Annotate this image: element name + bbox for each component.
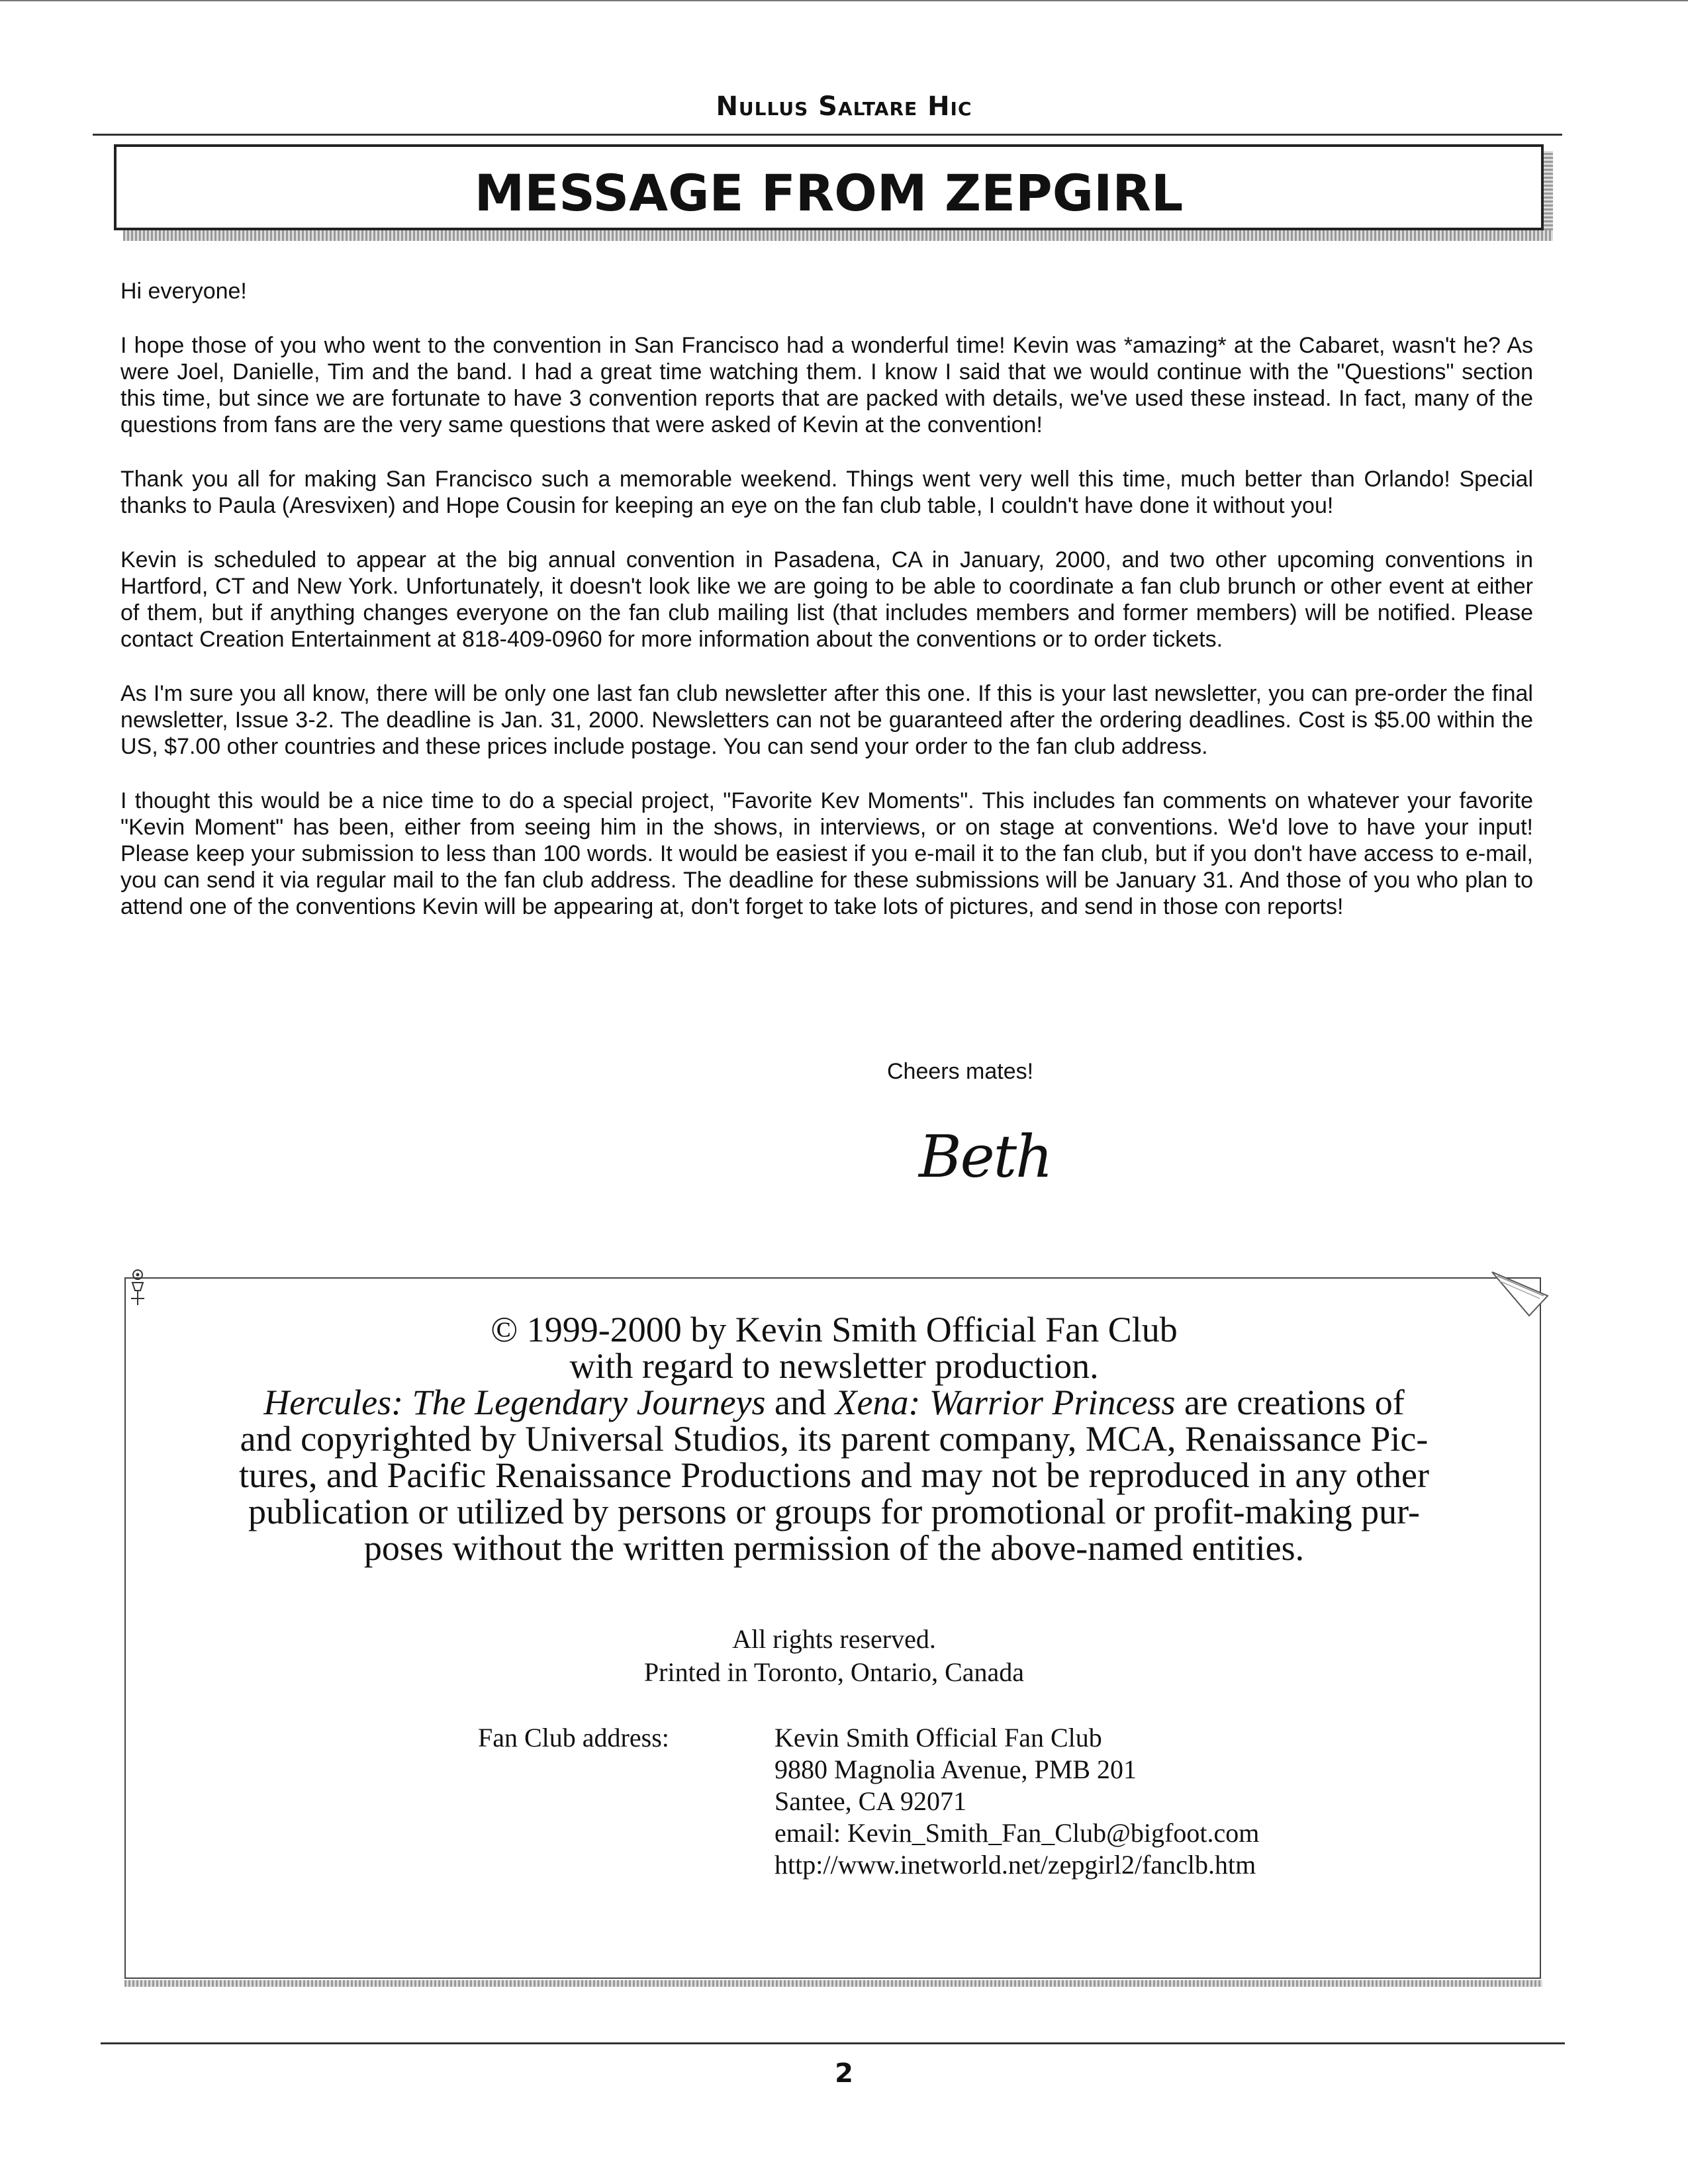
closing-line: Cheers mates! xyxy=(887,1059,1034,1084)
paragraph: Thank you all for making San Francisco such a memorable weekend. Things went very well this time, much better than Orlando! Special thanks to Paula (Aresvixen) and Hope Cousin for keeping an eye on the fan club table, I couldn't have done it without you! xyxy=(120,467,1533,518)
email-line: email: Kevin_Smith_Fan_Club@bigfoot.com xyxy=(774,1818,1260,1848)
signature: Beth xyxy=(919,1122,1052,1191)
title-box-shadow-bottom xyxy=(123,230,1553,241)
page-number: 2 xyxy=(835,2058,853,2089)
show-title: Hercules: The Legendary Journeys xyxy=(263,1383,766,1422)
paragraph: Kevin is scheduled to appear at the big annual convention in Pasadena, CA in January, 2000, and two other upcoming conventions in Hartford, CT and New York. Unfortunately, it doesn't look like we are going to be able to coordinate a fan club brunch or other event at either of them, but if anything changes everyone on the fan club mailing list (that includes members and former members) will be notified. Please contact Creation Entertainment at 818-409-0960 for more information about the conventions or to order tickets. xyxy=(120,547,1533,652)
rights-block xyxy=(139,1623,1529,1689)
copyright-notice xyxy=(139,1312,1529,1567)
copyright-line: publication or utilized by persons or groups for promotional or profit-making pur- xyxy=(248,1492,1421,1531)
title-box xyxy=(114,144,1544,230)
copyright-line: tures, and Pacific Renaissance Productions and may not be reproduced in any other xyxy=(239,1455,1429,1495)
address-block xyxy=(774,1722,1259,1881)
address-line: Kevin Smith Official Fan Club xyxy=(774,1723,1102,1752)
copyright-line: with regard to newsletter production. xyxy=(569,1346,1099,1386)
title-box-shadow xyxy=(1542,151,1553,238)
article-body xyxy=(120,278,1533,948)
show-title: Xena: Warrior Princess xyxy=(835,1383,1176,1422)
copyright-line: poses without the written permission of the above-named entities. xyxy=(363,1528,1305,1568)
copyright-text: are creations of xyxy=(1184,1383,1405,1422)
copyright-line: and copyrighted by Universal Studios, its parent company, MCA, Renaissance Pic- xyxy=(240,1419,1429,1459)
copyright-line: © 1999-2000 by Kevin Smith Official Fan Club xyxy=(491,1310,1178,1349)
footer-rule xyxy=(101,2042,1565,2044)
address-label: Fan Club address: xyxy=(478,1723,669,1752)
paragraph: Hi everyone! xyxy=(120,279,247,304)
pushpin-icon xyxy=(126,1268,150,1308)
page-title: MESSAGE FROM ZEPGIRL xyxy=(474,163,1184,222)
copyright-line xyxy=(139,1385,1529,1421)
scan-top-rule xyxy=(0,0,1688,5)
address-line: 9880 Magnolia Avenue, PMB 201 xyxy=(774,1754,1137,1784)
address-line: Santee, CA 92071 xyxy=(774,1786,966,1816)
paragraph: I thought this would be a nice time to do a special project, "Favorite Kev Moments". This includes fan comments on whatever your favorite "Kevin Moment" has been, either from seeing him in the shows, in interviews, or on stage at conventions. We'd love to have your input! Please keep your submission to less than 100 words. It would be easiest if you e-mail it to the fan club, but if you don't have access to e-mail, you can send it via regular mail to the fan club address. The deadline for these submissions will be January 31. And those of you who plan to attend one of the conventions Kevin will be appearing at, don't forget to take lots of pictures, and send in those con reports! xyxy=(120,788,1533,919)
copyright-box-shadow xyxy=(124,1980,1542,1987)
page-curl-icon xyxy=(1491,1269,1550,1317)
running-header: Nullus Saltare Hic xyxy=(716,91,972,122)
printed-in: Printed in Toronto, Ontario, Canada xyxy=(643,1657,1025,1687)
header-rule xyxy=(93,134,1562,136)
rights-reserved: All rights reserved. xyxy=(732,1624,936,1654)
conjunction: and xyxy=(774,1383,826,1422)
website-line: http://www.inetworld.net/zepgirl2/fanclb.htm xyxy=(774,1850,1256,1880)
paragraph: As I'm sure you all know, there will be only one last fan club newsletter after this one. If this is your last newsletter, you can pre-order the final newsletter, Issue 3-2. The deadline is Jan. 31, 2000. Newsletters can not be guaranteed after the ordering deadlines. Cost is $5.00 within the US, $7.00 other countries and these prices include postage. You can send your order to the fan club address. xyxy=(120,681,1533,759)
paragraph: I hope those of you who went to the convention in San Francisco had a wonderful time! Kevin was *amazing* at the Cabaret, wasn't he? As were Joel, Danielle, Tim and the band. I had a great time watching them. I know I said that we would continue with the "Questions" section this time, but since we are fortunate to have 3 convention reports that are packed with details, we've used these instead. In fact, many of the questions from fans are the very same questions that were asked of Kevin at the convention! xyxy=(120,333,1533,437)
